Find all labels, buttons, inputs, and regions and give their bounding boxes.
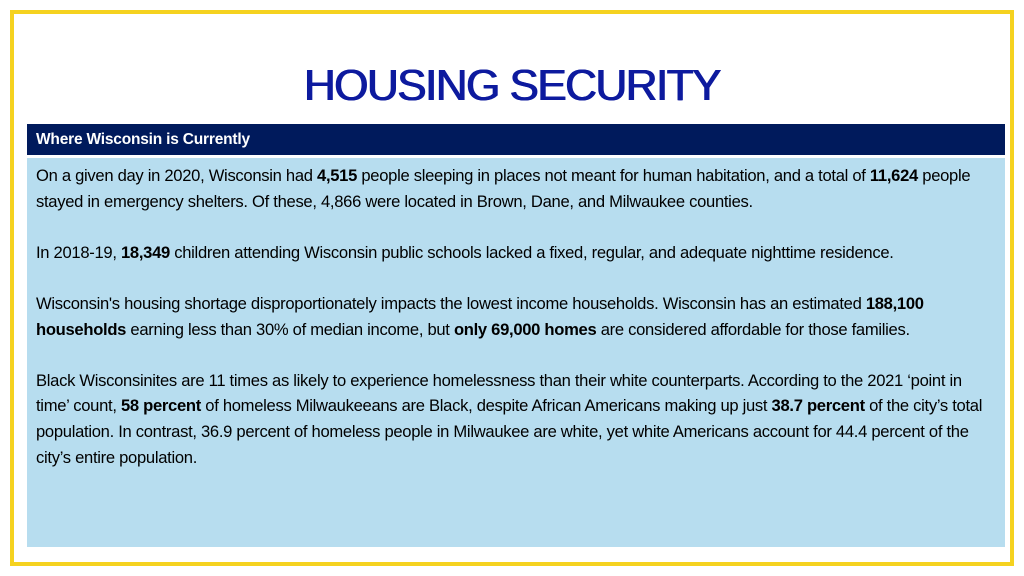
slide-title: HOUSING SECURITY (303, 61, 721, 110)
paragraph-racial-disparity (36, 368, 996, 470)
info-table (27, 124, 1005, 547)
section-body (27, 158, 1005, 547)
p2-stat-children: 18,349 (120, 242, 170, 262)
p1-text-3: people stayed in emergency shelters. Of these, 4,866 were located in Brown, Dane, and Milwaukee counties. (36, 166, 971, 211)
p1-stat-sheltered: 11,624 (869, 166, 918, 185)
p3-text-2: earning less than 30% of median income, but (126, 319, 454, 339)
p3-stat-homes: only 69,000 homes (453, 319, 597, 339)
paragraph-students (36, 240, 996, 266)
paragraph-housing-shortage (36, 291, 996, 342)
paragraph-homeless-count (36, 163, 996, 214)
p1-stat-unsheltered: 4,515 (317, 166, 358, 185)
section-header: Where Wisconsin is Currently (27, 124, 1005, 155)
p3-stat-households: 188,100 households (36, 293, 924, 339)
p4-text-2: of homeless Milwaukeeans are Black, despite African Americans making up just (200, 396, 772, 416)
p4-stat-population-percent: 38.7 percent (771, 396, 865, 416)
p4-text-3: of the city’s total population. In contrast, 36.9 percent of homeless people in Milwaukee are white, yet white Americans account for 44.4 percent of the city’s entire population. (36, 396, 983, 467)
p2-text-1: In 2018-19, (36, 242, 121, 262)
p4-text-1: Black Wisconsinites are 11 times as likely to experience homelessness than their white counterparts. According to the 2021 ‘point in time’ count, (36, 370, 962, 416)
slide-frame (10, 10, 1014, 566)
p4-stat-black-percent: 58 percent (120, 396, 201, 416)
p3-text-3: are considered affordable for those families. (596, 319, 910, 339)
p1-text-1: On a given day in 2020, Wisconsin had (36, 166, 318, 185)
p2-text-2: children attending Wisconsin public schools lacked a fixed, regular, and adequate nighttime residence. (169, 242, 894, 262)
p3-text-1: Wisconsin's housing shortage disproportionately impacts the lowest income households. Wisconsin has an estimated (36, 293, 866, 313)
p1-text-2: people sleeping in places not meant for human habitation, and a total of (357, 166, 870, 185)
